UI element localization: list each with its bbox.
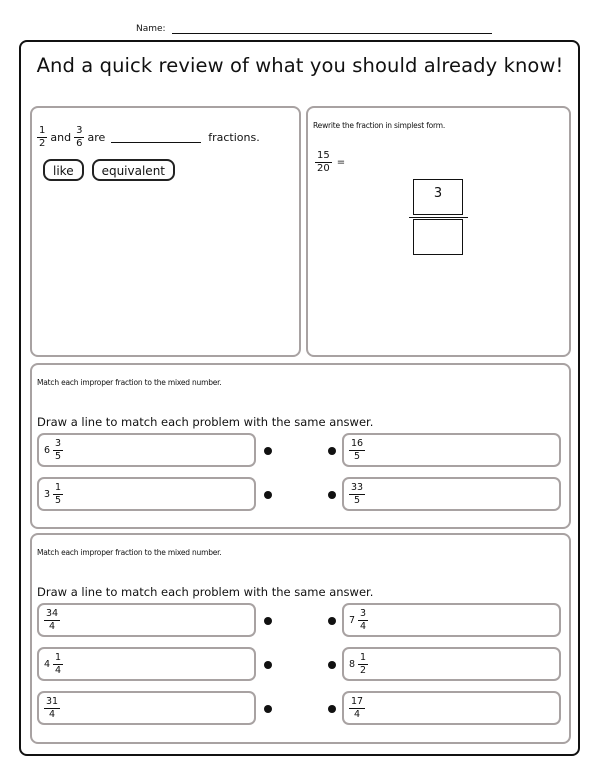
answer-choices [43,159,175,181]
match-dot-right[interactable] [328,617,336,625]
instruction: Rewrite the fraction in simplest form. [313,121,446,130]
answer-numerator-box[interactable]: 3 [413,179,463,215]
match-dot-left[interactable] [264,617,272,625]
match-left-item: 6 $\frac{3}{5}$ [37,433,256,467]
match-dot-right[interactable] [328,661,336,669]
answer-denominator-box[interactable] [413,219,463,255]
matching-section-1 [30,363,571,529]
match-dot-right[interactable] [328,447,336,455]
fraction: $\frac{3}{6}$ [76,125,83,149]
match-dot-left[interactable] [264,705,272,713]
name-field [136,24,492,34]
match-right-item: $\frac{17}{4}$ [342,691,561,725]
match-dot-left[interactable] [264,661,272,669]
name-input-line[interactable] [172,24,492,34]
question-simplest-form [306,106,571,357]
matching-section-2 [30,533,571,744]
question-sentence: $\frac{1}{2}$ and $\frac{3}{6}$ are fractions. [39,125,260,149]
page-title: And a quick review of what you should already know! [36,54,564,77]
match-dot-left[interactable] [264,447,272,455]
given-fraction: $\frac{15}{20}$ = [317,150,346,174]
instruction: Match each improper fraction to the mixed number. [37,548,222,557]
match-dot-right[interactable] [328,491,336,499]
choice-like[interactable]: like [43,159,84,181]
choice-equivalent[interactable]: equivalent [92,159,175,181]
draw-instruction: Draw a line to match each problem with the same answer. [37,415,374,429]
question-like-equivalent [30,106,301,357]
match-left-item: 3 $\frac{1}{5}$ [37,477,256,511]
match-left-item: 4 $\frac{1}{4}$ [37,647,256,681]
fraction-bar [409,217,468,218]
answer-blank[interactable] [111,133,201,143]
match-right-item: 8 $\frac{1}{2}$ [342,647,561,681]
match-left-item: $\frac{34}{4}$ [37,603,256,637]
match-left-item: $\frac{31}{4}$ [37,691,256,725]
fraction: $\frac{1}{2}$ [39,125,46,149]
match-dot-left[interactable] [264,491,272,499]
match-right-item: 7 $\frac{3}{4}$ [342,603,561,637]
match-dot-right[interactable] [328,705,336,713]
name-label: Name: [136,24,166,34]
match-right-item: $\frac{33}{5}$ [342,477,561,511]
draw-instruction: Draw a line to match each problem with the same answer. [37,585,374,599]
instruction: Match each improper fraction to the mixed number. [37,378,222,387]
match-right-item: $\frac{16}{5}$ [342,433,561,467]
